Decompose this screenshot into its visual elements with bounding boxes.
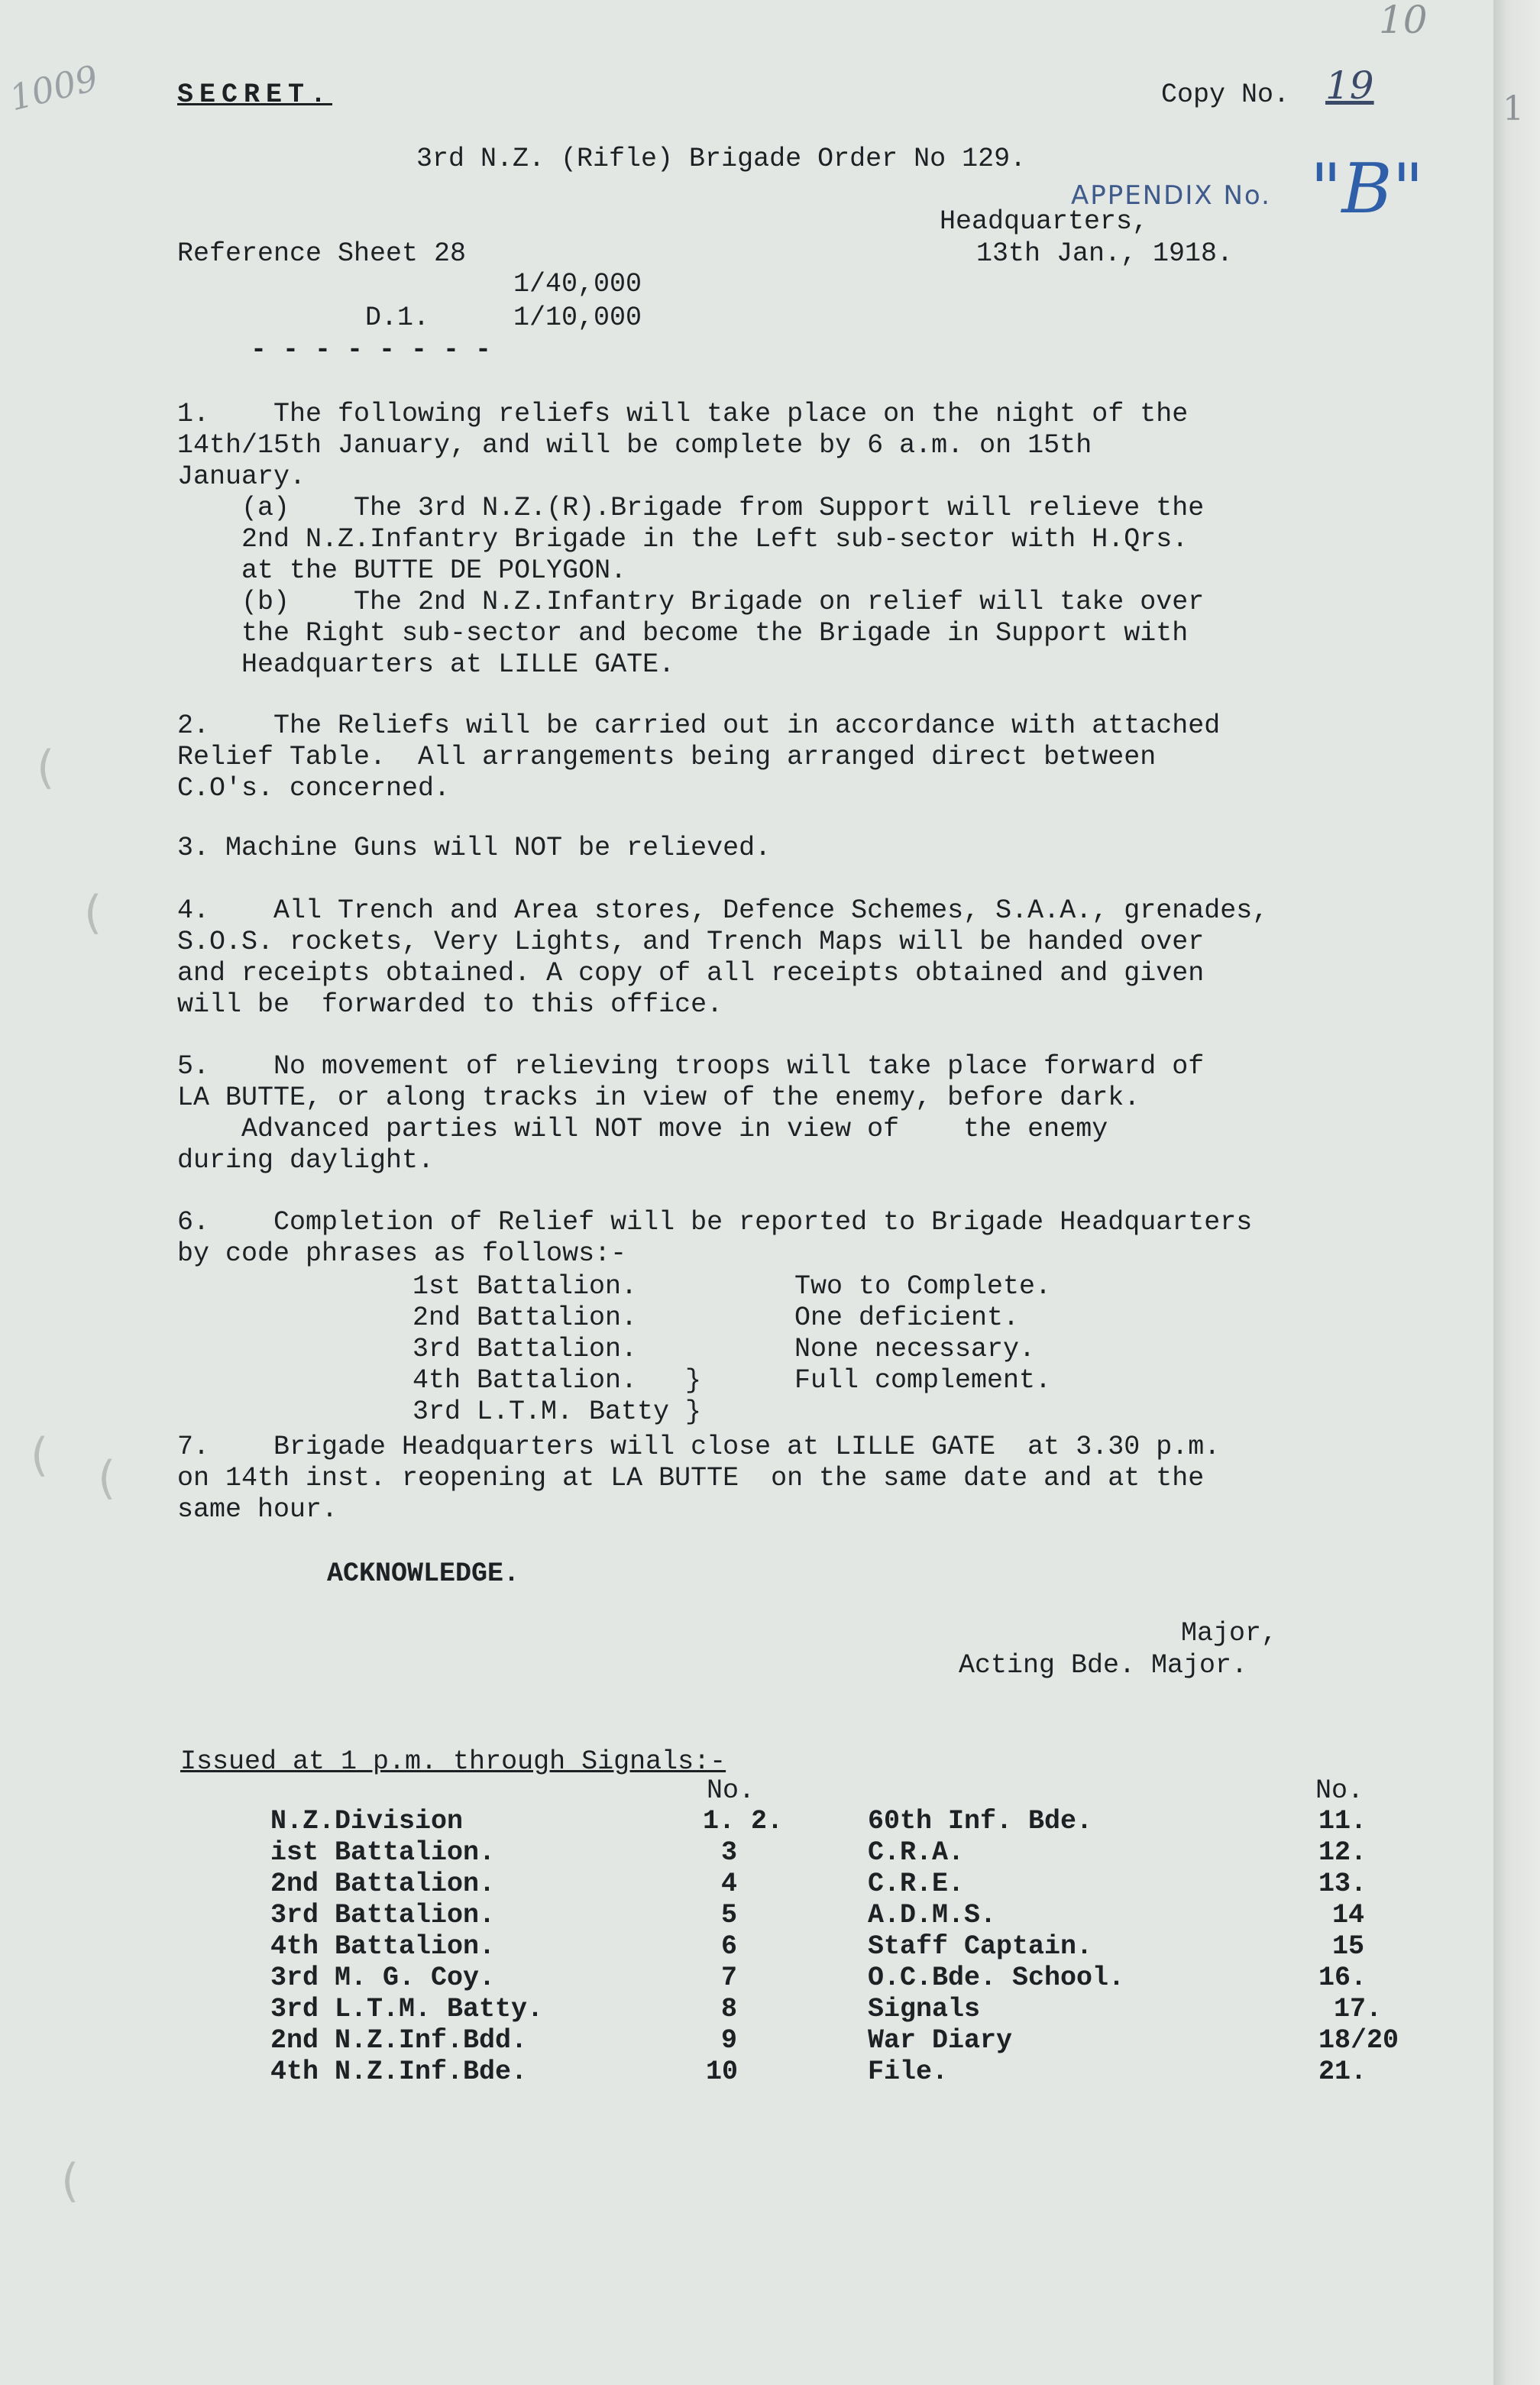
p1-line: 1. The following reliefs will take place on the night of the [177,399,1189,429]
distribution-right-names [868,1806,1124,2088]
p2-line: Relief Table. All arrangements being arranged direct between [177,742,1157,772]
distribution-name: O.C.Bde. School. [868,1963,1125,1993]
p5-line: during daylight. [177,1145,435,1176]
code-unit: 4th Battalion. } [412,1365,702,1396]
p2-line: 2. The Reliefs will be carried out in accordance with attached [177,710,1221,741]
distribution-name: 3rd L.T.M. Batty. [270,1994,544,2024]
distribution-copy-no: 3 [721,1837,738,1868]
punch-hole-mark: ( [84,886,102,940]
p2-line: C.O's. concerned. [177,773,451,804]
code-unit: 2nd Battalion. [412,1303,638,1333]
p5-line: LA BUTTE, or along tracks in view of the enemy, before dark. [177,1082,1140,1113]
distribution-name: N.Z.Division [270,1806,464,1836]
no-header-left: No. [707,1775,755,1806]
distribution-name: 2nd Battalion. [270,1869,496,1899]
distribution-copy-no: 13. [1318,1869,1367,1899]
distribution-copy-no: 5 [721,1900,738,1930]
scale-10000: 1/10,000 [513,303,642,333]
p7-line: 7. Brigade Headquarters will close at LILLE GATE at 3.30 p.m. [177,1432,1221,1462]
p3-line: 3. Machine Guns will NOT be relieved. [177,833,772,863]
distribution-name: War Diary [868,2025,1013,2056]
paragraph-5 [177,1051,1204,1176]
appendix-letter: "B" [1310,149,1424,229]
distribution-copy-no: 16. [1318,1963,1367,1993]
p1-line: 14th/15th January, and will be complete by 6 a.m. on 15th [177,430,1092,461]
adjacent-page-edge [1493,0,1540,2385]
code-phrase-column [794,1271,1051,1396]
distribution-copy-no: 6 [721,1931,738,1962]
signature-rank: Major, [1181,1618,1278,1649]
classification-heading: SECRET. [177,79,333,110]
hq-line: Headquarters, [940,206,1149,237]
distribution-left-numbers [703,1806,783,2088]
reference-sheet: Reference Sheet 28 [177,238,467,269]
p7-line: same hour. [177,1494,338,1525]
p1-line: 2nd N.Z.Infantry Brigade in the Left sub-sector with H.Qrs. [177,524,1189,555]
p1-line: Headquarters at LILLE GATE. [177,649,675,680]
p1-line: January. [177,461,306,492]
distribution-copy-no: 15 [1332,1931,1365,1962]
paragraph-6 [177,1207,1252,1270]
punch-hole-mark: ( [37,741,55,794]
p1-line: (a) The 3rd N.Z.(R).Brigade from Support will relieve the [177,493,1205,523]
code-unit: 3rd L.T.M. Batty } [412,1396,702,1427]
distribution-copy-no: 9 [721,2025,738,2056]
distribution-copy-no: 11. [1318,1806,1367,1836]
p5-line: Advanced parties will NOT move in view of the enemy [177,1114,1108,1144]
code-unit: 3rd Battalion. [412,1334,638,1364]
order-title: 3rd N.Z. (Rifle) Brigade Order No 129. [416,144,1027,174]
distribution-heading: Issued at 1 p.m. through Signals:- [180,1746,726,1777]
distribution-copy-no: 7 [721,1963,738,1993]
code-phrase: Full complement. [794,1365,1052,1396]
paragraph-7 [177,1432,1220,1526]
code-phrase: One deficient. [794,1303,1020,1333]
code-unit: 1st Battalion. [412,1271,638,1302]
distribution-name: C.R.A. [868,1837,965,1868]
distribution-name: 3rd Battalion. [270,1900,496,1930]
distribution-copy-no: 14 [1332,1900,1365,1930]
paragraph-4 [177,895,1268,1021]
p4-line: will be forwarded to this office. [177,989,723,1020]
p1-line: the Right sub-sector and become the Brigade in Support with [177,618,1189,649]
folio-number: 10 [1379,0,1428,42]
code-phrase: Two to Complete. [794,1271,1052,1302]
distribution-name: C.R.E. [868,1869,965,1899]
copy-number: 19 [1325,63,1374,108]
punch-hole-mark: ( [31,1429,49,1482]
p4-line: S.O.S. rockets, Very Lights, and Trench Maps will be handed over [177,927,1205,957]
p1-line: at the BUTTE DE POLYGON. [177,555,627,586]
p6-line: by code phrases as follows:- [177,1238,627,1269]
punch-hole-mark: ( [98,1451,116,1505]
punch-hole-mark: ( [61,2154,79,2208]
distribution-name: ist Battalion. [270,1837,496,1868]
acknowledge: ACKNOWLEDGE. [327,1558,520,1589]
distribution-name: Staff Captain. [868,1931,1093,1962]
order-date: 13th Jan., 1918. [976,238,1234,269]
archive-ref-mark: 1009 [5,57,102,119]
distribution-copy-no: 4 [721,1869,738,1899]
scale-40000: 1/40,000 [513,269,642,299]
p6-line: 6. Completion of Relief will be reported to Brigade Headquarters [177,1207,1253,1238]
p7-line: on 14th inst. reopening at LA BUTTE on the same date and at the [177,1463,1205,1493]
distribution-name: 2nd N.Z.Inf.Bdd. [270,2025,528,2056]
code-phrase-table [412,1271,701,1428]
p5-line: 5. No movement of relieving troops will take place forward of [177,1051,1205,1082]
paragraph-1 [177,399,1204,681]
no-header-right: No. [1315,1775,1364,1806]
d1-label: D.1. [365,303,430,333]
distribution-copy-no: 18/20 [1318,2025,1399,2056]
distribution-name: 4th Battalion. [270,1931,496,1962]
appendix-stamp: APPENDIX No. [1071,180,1271,211]
p1-line: (b) The 2nd N.Z.Infantry Brigade on relief will take over [177,587,1205,617]
code-phrase: None necessary. [794,1334,1036,1364]
paragraph-2 [177,710,1220,804]
distribution-copy-no: 17. [1334,1994,1383,2024]
distribution-name: 4th N.Z.Inf.Bde. [270,2057,528,2087]
distribution-copy-no: 8 [721,1994,738,2024]
p4-line: and receipts obtained. A copy of all receipts obtained and given [177,958,1205,989]
p4-line: 4. All Trench and Area stores, Defence Schemes, S.A.A., grenades, [177,895,1269,926]
side-number: 1 [1503,89,1524,128]
copy-label: Copy No. [1161,79,1290,110]
distribution-name: 3rd M. G. Coy. [270,1963,496,1993]
signature-title: Acting Bde. Major. [959,1650,1248,1681]
distribution-name: 60th Inf. Bde. [868,1806,1093,1836]
distribution-name: Signals [868,1994,981,2024]
distribution-right-numbers [1318,1806,1399,2088]
distribution-left-names [270,1806,543,2088]
distribution-copy-no: 10 [706,2057,739,2087]
distribution-name: A.D.M.S. [868,1900,997,1930]
header-rule: - - - - - - - - [251,335,492,365]
distribution-copy-no: 1. 2. [703,1806,784,1836]
paragraph-3 [177,833,771,864]
distribution-copy-no: 21. [1318,2057,1367,2087]
distribution-copy-no: 12. [1318,1837,1367,1868]
distribution-name: File. [868,2057,949,2087]
